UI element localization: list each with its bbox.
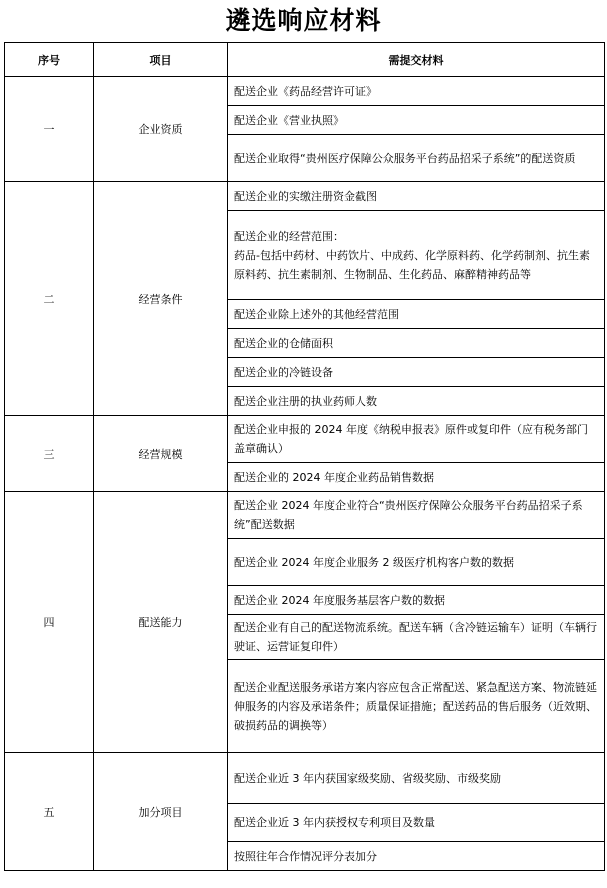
item-name: 配送能力 [94, 492, 228, 753]
item-name: 加分项目 [94, 753, 228, 871]
table-row [5, 753, 605, 804]
row-number: 五 [5, 753, 94, 871]
material-item: 配送企业的经营范围： 药品-包括中药材、中药饮片、中成药、化学原料药、化学药制剂、抗生素原料药、抗生素制剂、生物制品、生化药品、麻醉精神药品等 [228, 211, 605, 300]
document-title: 遴选响应材料 [225, 6, 382, 35]
table-row [5, 416, 605, 463]
table-row [5, 182, 605, 211]
header-no: 序号 [5, 43, 94, 77]
table-row [5, 492, 605, 539]
row-number: 二 [5, 182, 94, 416]
material-item: 配送企业的仓储面积 [228, 329, 605, 358]
row-number: 四 [5, 492, 94, 753]
row-number: 一 [5, 77, 94, 182]
row-number: 三 [5, 416, 94, 492]
material-item: 配送企业申报的 2024 年度《纳税申报表》原件或复印件（应有税务部门盖章确认） [228, 416, 605, 463]
material-item: 配送企业的 2024 年度企业药品销售数据 [228, 463, 605, 492]
material-item: 配送企业配送服务承诺方案内容应包含正常配送、紧急配送方案、物流链延伸服务的内容及承诺条件；质量保证措施；配送药品的售后服务（近效期、破损药品的调换等） [228, 660, 605, 753]
material-item: 配送企业有自己的配送物流系统。配送车辆（含冷链运输车）证明（车辆行驶证、运营证复印件） [228, 615, 605, 660]
item-name: 经营规模 [94, 416, 228, 492]
material-item: 按照往年合作情况评分表加分 [228, 842, 605, 871]
material-item: 配送企业的冷链设备 [228, 358, 605, 387]
material-item: 配送企业除上述外的其他经营范围 [228, 300, 605, 329]
item-name: 经营条件 [94, 182, 228, 416]
materials-table [4, 42, 605, 871]
material-item: 配送企业注册的执业药师人数 [228, 387, 605, 416]
header-item: 项目 [94, 43, 228, 77]
material-item: 配送企业《营业执照》 [228, 106, 605, 135]
material-item: 配送企业 2024 年度服务基层客户数的数据 [228, 586, 605, 615]
header-row [5, 43, 605, 77]
material-item: 配送企业近 3 年内获国家级奖励、省级奖励、市级奖励 [228, 753, 605, 804]
material-item: 配送企业《药品经营许可证》 [228, 77, 605, 106]
item-name: 企业资质 [94, 77, 228, 182]
material-item: 配送企业的实缴注册资金截图 [228, 182, 605, 211]
material-item: 配送企业取得“贵州医疗保障公众服务平台药品招采子系统”的配送资质 [228, 135, 605, 182]
table-row [5, 77, 605, 106]
header-materials: 需提交材料 [228, 43, 605, 77]
material-item: 配送企业 2024 年度企业符合“贵州医疗保障公众服务平台药品招采子系统”配送数据 [228, 492, 605, 539]
table-body [5, 77, 605, 871]
material-item: 配送企业 2024 年度企业服务 2 级医疗机构客户数的数据 [228, 539, 605, 586]
material-item: 配送企业近 3 年内获授权专利项目及数量 [228, 804, 605, 842]
